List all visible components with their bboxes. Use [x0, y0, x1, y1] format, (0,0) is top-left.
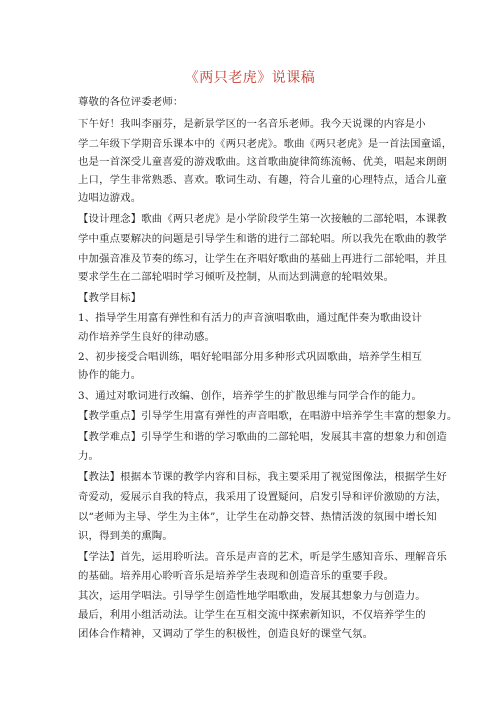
text-line: 的基础。培养用心聆听音乐是培养学生表现和创造音乐的重要手段。	[78, 570, 395, 582]
text-line: 团体合作精神，又调动了学生的积极性，创造良好的课堂气氛。	[78, 628, 374, 640]
text-line: 尊敬的各位评委老师：	[78, 96, 184, 108]
text-line: 【学法】首先，运用聆听法。音乐是声音的艺术，听是学生感知音乐、理解音乐	[78, 551, 447, 563]
text-line: 中加强音准及节奏的练习，让学生在齐唱好歌曲的基础上再进行二部轮唱，并且	[78, 253, 447, 265]
text-line: 其次，运用学唱法。引导学生创造性地学唱歌曲，发展其想象力与创造力。	[78, 590, 426, 602]
text-line: 以“老师为主导、学生为主体”，让学生在动静交替、热情活泼的氛围中增长知	[78, 511, 437, 523]
text-line: 识，得到美的熏陶。	[78, 530, 173, 542]
text-line: 3、通过对歌词进行改编、创作，培养学生的扩散思维与同学合作的能力。	[78, 390, 423, 402]
text-line: 最后，利用小组活动法。让学生在互相交流中探索新知识，不仅培养学生的	[78, 609, 426, 621]
text-line: 上口，学生非常熟悉、喜欢。歌词生动、有趣，符合儿童的心理特点，适合儿童	[78, 174, 447, 186]
text-line: 力。	[78, 450, 100, 462]
text-line: 【教学重点】引导学生用富有弹性的声音唱歌，在唱游中培养学生丰富的想象力。	[78, 410, 458, 422]
text-line: 学二年级下学期音乐课本中的《两只老虎》。歌曲《两只老虎》是一首法国童谣，	[78, 138, 453, 150]
text-line: 【设计理念】歌曲《两只老虎》是小学阶段学生第一次接触的二部轮唱，本课教	[78, 213, 447, 225]
text-line: 要求学生在二部轮唱时学习倾听及控制，从而达到满意的轮唱效果。	[78, 271, 395, 283]
text-line: 动作培养学生良好的律动感。	[78, 331, 216, 343]
text-line: 【教法】根据本节课的教学内容和目标，我主要采用了视觉图像法，根据学生好	[78, 471, 447, 483]
text-line: 奇爱动，爱展示自我的特点，我采用了设置疑问，启发引导和评价激励的方法，	[78, 491, 447, 503]
text-line: 下午好！我叫李丽芬，是新景学区的一名音乐老师。我今天说课的内容是小	[78, 118, 426, 130]
text-line: 边唱边游戏。	[78, 192, 142, 204]
document-title: 《两只老虎》说课稿	[184, 70, 316, 86]
text-line: 也是一首深受儿童喜爱的游戏歌曲。这首歌曲旋律简练流畅、优美，唱起来朗朗	[78, 156, 447, 168]
text-line: 【教学难点】引导学生和谐的学习歌曲的二部轮唱，发展其丰富的想象力和创造	[78, 431, 447, 443]
text-line: 2、初步接受合唱训练，唱好轮唱部分用多种形式巩固歌曲，培养学生相互	[78, 351, 423, 363]
text-line: 学中重点要解决的问题是引导学生和谐的进行二部轮唱。所以我先在歌曲的教学	[78, 233, 447, 245]
text-line: 1、指导学生用富有弹性和有活力的声音演唱歌曲，通过配伴奏为歌曲设计	[78, 312, 423, 324]
text-line: 【教学目标】	[78, 292, 142, 304]
text-line: 协作的能力。	[78, 369, 142, 381]
